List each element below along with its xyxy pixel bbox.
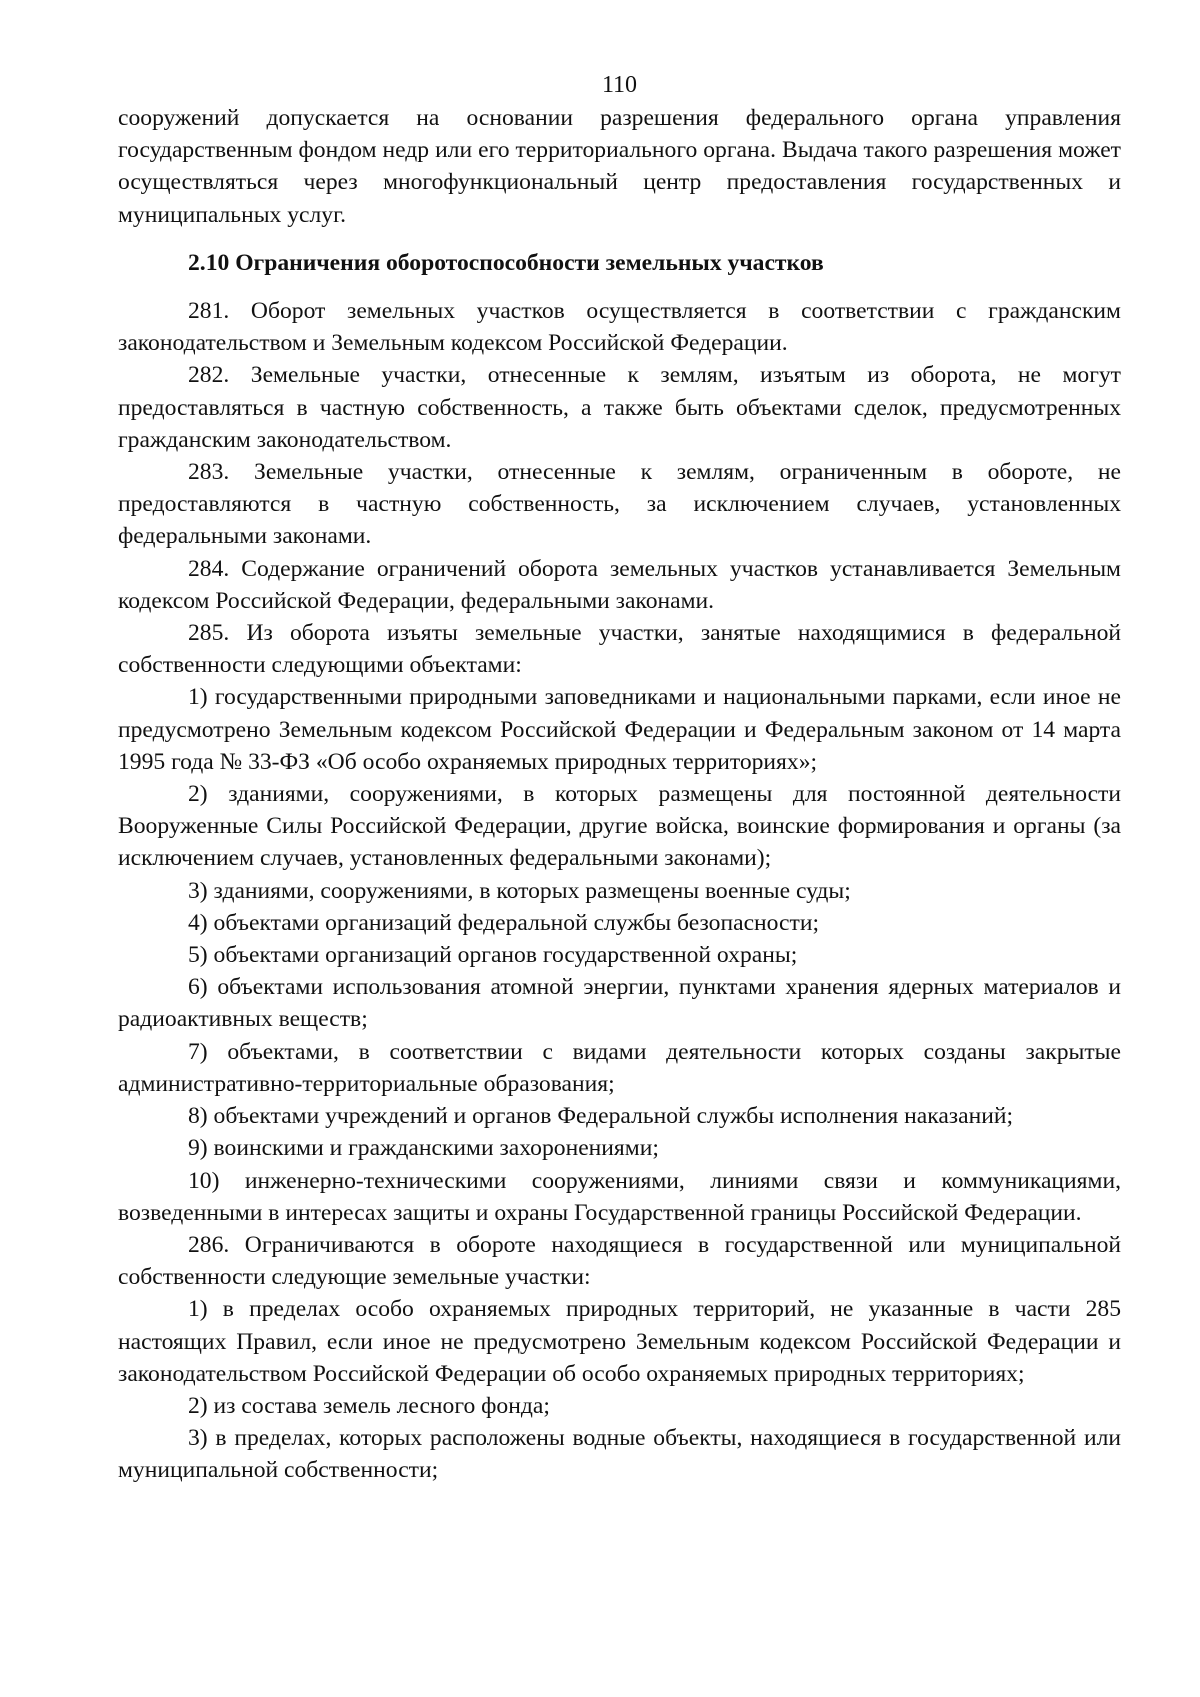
paragraph-continuation: сооружений допускается на основании разрешения федерального органа управления государственным фондом недр или его территориального органа. Выдача такого разрешения может осуществляться через многофункциональный центр предоставления государственных и муниципальных услуг.	[118, 105, 1121, 228]
list-item-285-6: 6) объектами использования атомной энергии, пунктами хранения ядерных материалов и радиоактивных веществ;	[118, 974, 1121, 1033]
paragraph-281: 281. Оборот земельных участков осуществляется в соответствии с гражданским законодательством и Земельным кодексом Российской Федерации.	[118, 298, 1121, 357]
list-item-286-2: 2) из состава земель лесного фонда;	[188, 1392, 550, 1419]
list-item-285-4: 4) объектами организаций федеральной службы безопасности;	[188, 909, 820, 936]
list-item-285-9: 9) воинскими и гражданскими захоронениями;	[188, 1135, 659, 1162]
paragraph-283: 283. Земельные участки, отнесенные к землям, ограниченным в обороте, не предоставляются в частную собственность, за исключением случаев, установленных федеральными законами.	[118, 459, 1121, 550]
section-heading: 2.10 Ограничения оборотоспособности земельных участков	[188, 249, 824, 276]
paragraph-284: 284. Содержание ограничений оборота земельных участков устанавливается Земельным кодексом Российской Федерации, федеральными законами.	[118, 555, 1121, 614]
paragraph-282: 282. Земельные участки, отнесенные к землям, изъятым из оборота, не могут предоставляться в частную собственность, а также быть объектами сделок, предусмотренных гражданским законодательством.	[118, 362, 1121, 453]
document-page	[118, 70, 1121, 1487]
list-item-285-2: 2) зданиями, сооружениями, в которых размещены для постоянной деятельности Вооруженные Силы Российской Федерации, другие войска, воинские формирования и органы (за исключением случаев, установленных федеральными законами);	[118, 781, 1121, 872]
list-item-285-8: 8) объектами учреждений и органов Федеральной службы исполнения наказаний;	[188, 1103, 1014, 1130]
list-item-285-1: 1) государственными природными заповедниками и национальными парками, если иное не предусмотрено Земельным кодексом Российской Федерации и Федеральным законом от 14 марта 1995 года № 33-ФЗ «Об особо охраняемых природных территориях»;	[118, 684, 1121, 775]
page-number: 110	[601, 72, 638, 98]
list-item-285-5: 5) объектами организаций органов государственной охраны;	[188, 942, 798, 969]
list-item-285-7: 7) объектами, в соответствии с видами деятельности которых созданы закрытые административно-территориальные образования;	[118, 1038, 1121, 1097]
list-item-286-1: 1) в пределах особо охраняемых природных территорий, не указанные в части 285 настоящих Правил, если иное не предусмотрено Земельным кодексом Российской Федерации и законодательством Российской Федерации об особо охраняемых природных территориях;	[118, 1296, 1121, 1387]
paragraph-285: 285. Из оборота изъяты земельные участки, занятые находящимися в федеральной собственности следующими объектами:	[118, 620, 1121, 679]
paragraph-286: 286. Ограничиваются в обороте находящиеся в государственной или муниципальной собственности следующие земельные участки:	[118, 1231, 1121, 1291]
list-item-286-3: 3) в пределах, которых расположены водные объекты, находящиеся в государственной или муниципальной собственности;	[118, 1425, 1121, 1484]
list-item-285-3: 3) зданиями, сооружениями, в которых размещены военные суды;	[188, 877, 851, 904]
list-item-285-10: 10) инженерно-техническими сооружениями, линиями связи и коммуникациями, возведенными в интересах защиты и охраны Государственной границы Российской Федерации.	[118, 1167, 1121, 1226]
